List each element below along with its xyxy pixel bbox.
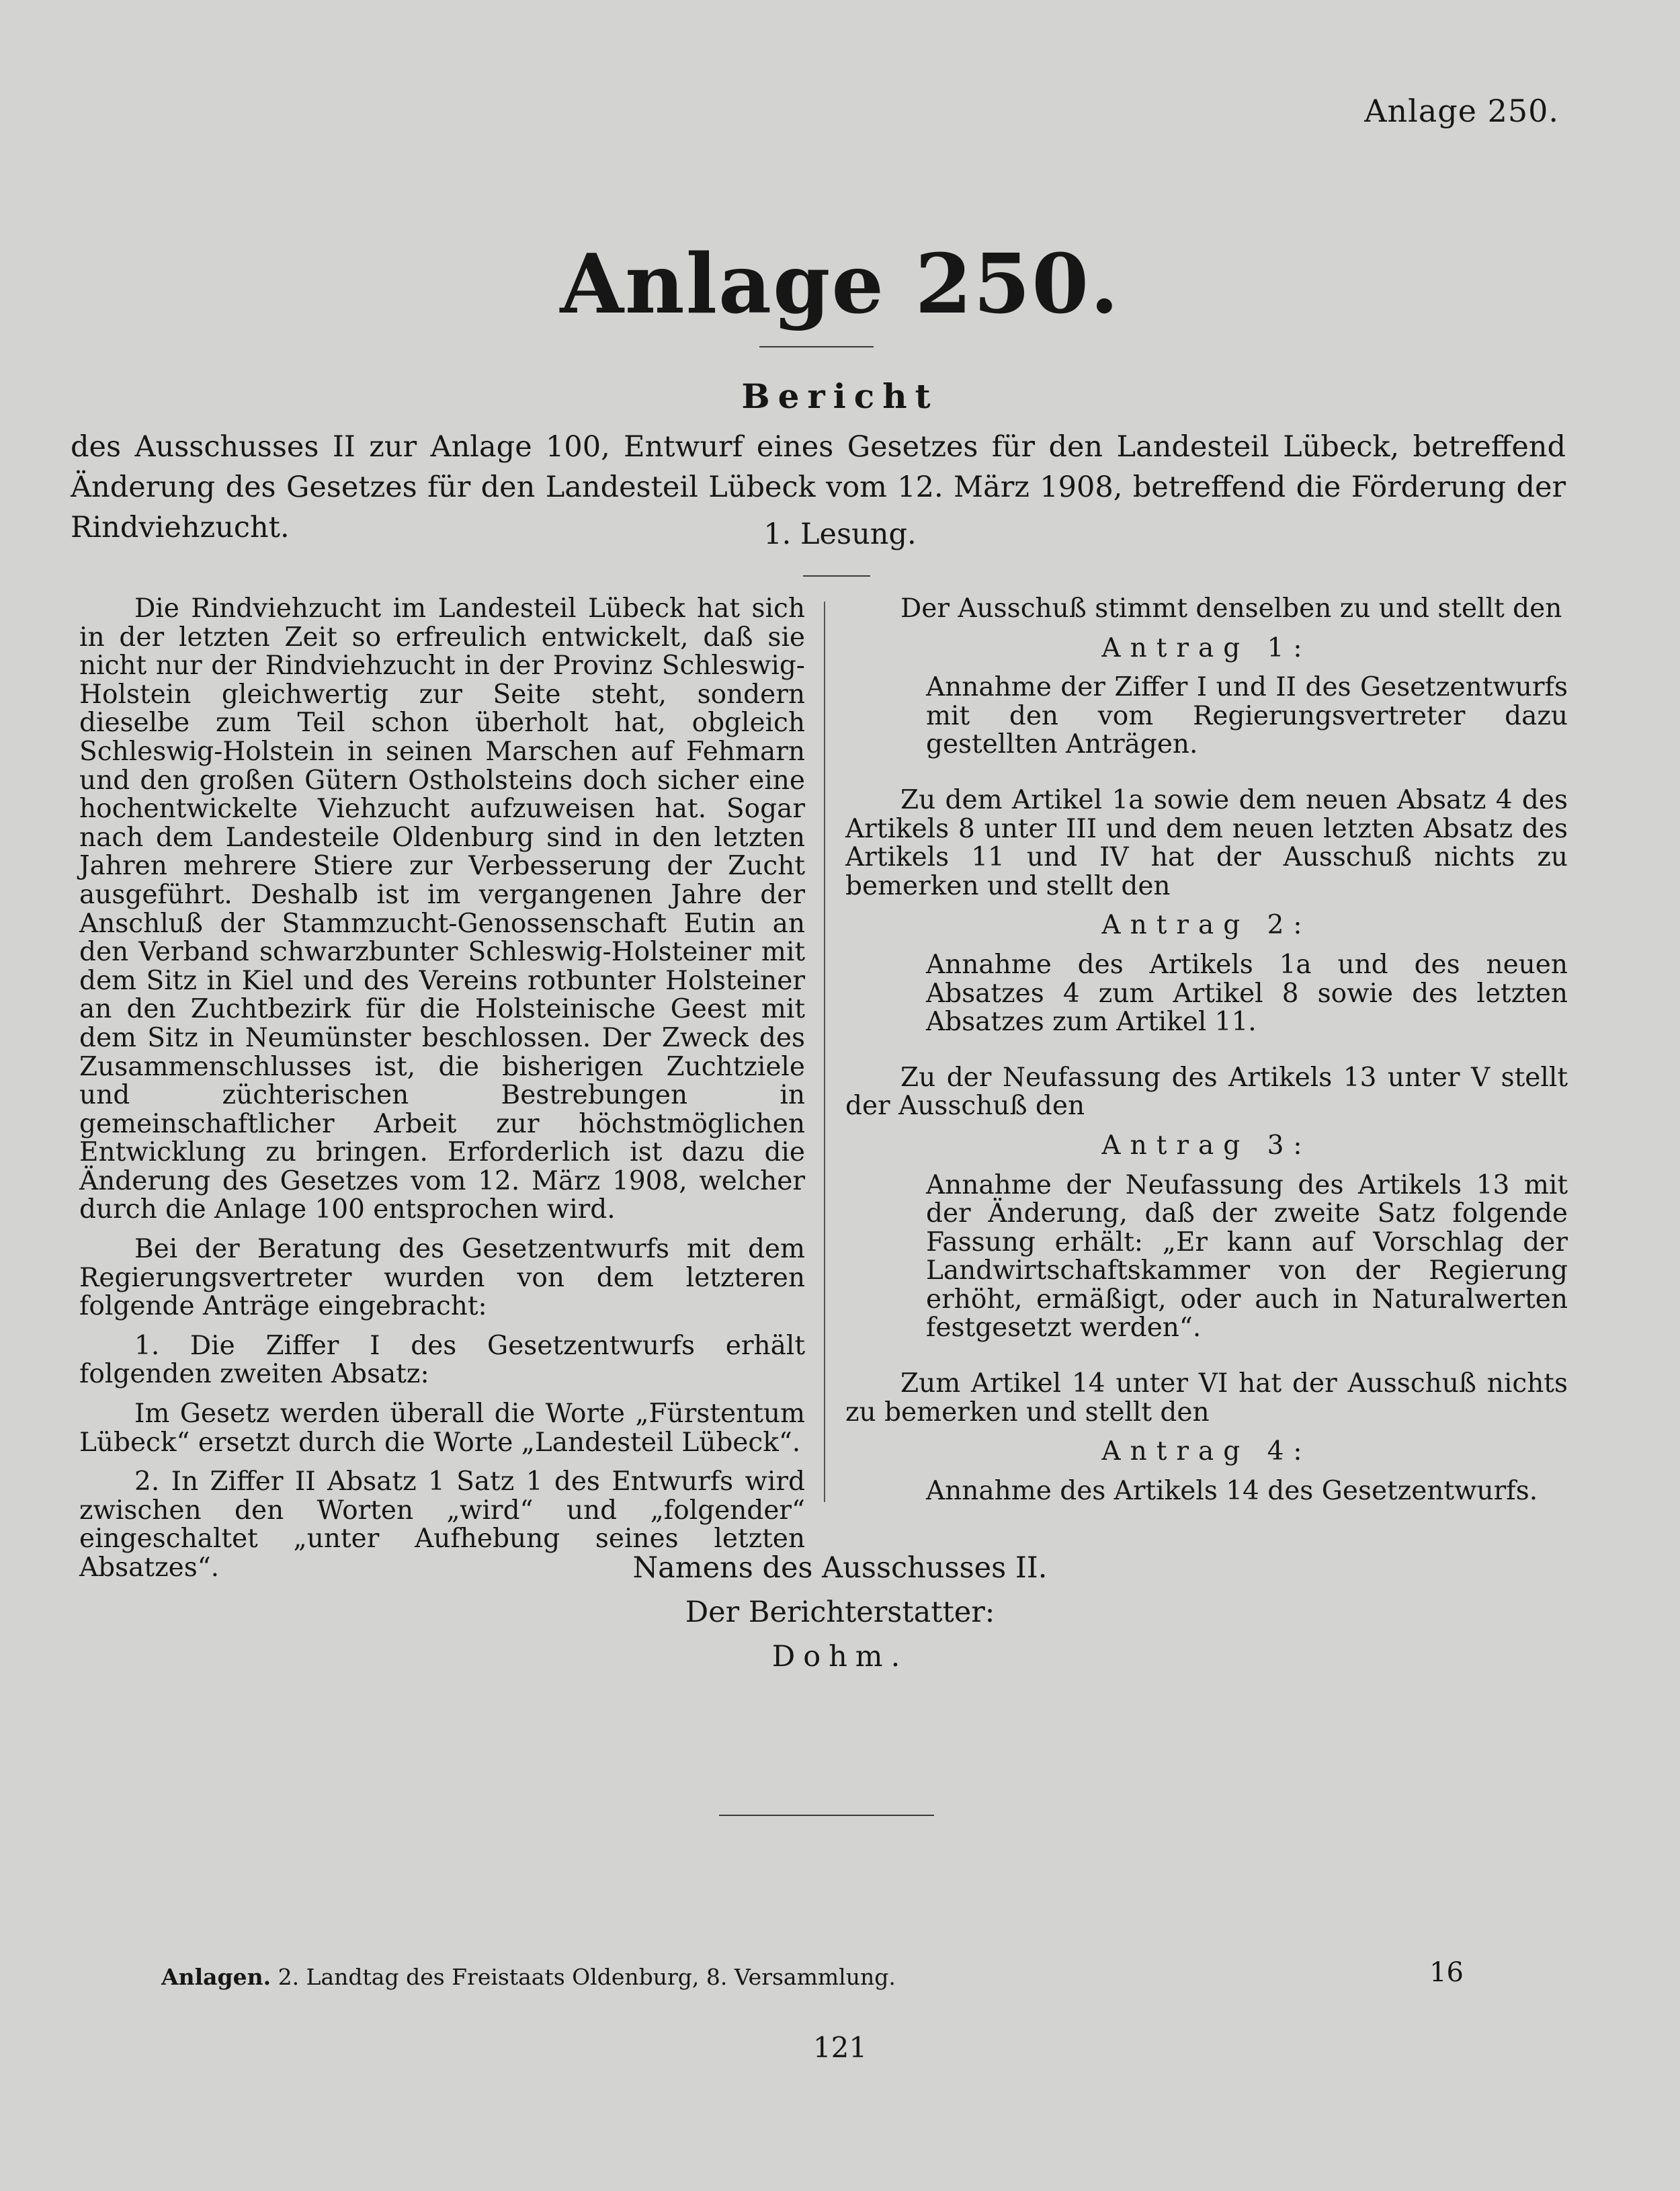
title-rule <box>759 346 874 347</box>
paragraph: Der Ausschuß stimmt denselben zu und stellt den <box>900 593 1562 624</box>
paragraph: Bei der Beratung des Gesetzentwurfs mit dem Regierungsvertreter wurden von dem letzteren folgende Anträge eingebracht: <box>79 1234 805 1322</box>
footer-imprint <box>161 1964 896 1990</box>
page-title: Anlage 250. <box>560 235 1120 332</box>
motion-text: Annahme des Artikels 14 des Gesetzentwurfs. <box>926 1475 1538 1506</box>
column-divider <box>824 602 825 1502</box>
signature-committee: Namens des Ausschusses II. <box>632 1551 1048 1585</box>
report-subtitle: des Ausschusses II zur Anlage 100, Entwurf eines Gesetzes für den Landesteil Lübeck, betreffend Änderung des Gesetzes für den Landesteil Lübeck vom 12. März 1908, betreffend die Förderung der Rindviehzucht. <box>71 430 1566 544</box>
running-head: Anlage 250. <box>1364 93 1559 129</box>
motion-heading: Antrag 2: <box>1101 910 1312 941</box>
footer-text: 2. Landtag des Freistaats Oldenburg, 8. Versammlung. <box>278 1964 896 1990</box>
left-column <box>79 595 805 1583</box>
right-column <box>845 595 1568 1505</box>
motion-heading: Antrag 1: <box>1101 632 1312 663</box>
paragraph: Die Rindviehzucht im Landesteil Lübeck hat sich in der letzten Zeit so erfreulich entwickelt, daß sie nicht nur der Rindviehzucht in der Provinz Schleswig-Holstein gleichwertig zur Seite steht, sondern dieselbe zum Teil schon überholt hat, obgleich Schleswig-Holstein in seinen Marschen auf Fehmarn und den großen Gütern Ostholsteins doch sicher eine hochentwickelte Viehzucht aufzuweisen hat. Sogar nach dem Landesteile Oldenburg sind in den letzten Jahren mehrere Stiere zur Verbesserung der Zucht ausgeführt. Deshalb ist im vergangenen Jahre der Anschluß der Stammzucht-Genossenschaft Eutin an den Verband schwarzbunter Schleswig-Holsteiner mit dem Sitz in Kiel und des Vereins rotbunter Holsteiner an den Zuchtbezirk für die Holsteinische Geest mit dem Sitz in Neumünster beschlossen. Der Zweck des Zusammenschlusses ist, die bisherigen Zuchtziele und züchterischen Bestrebungen in gemeinschaftlicher Arbeit zur höchstmöglichen Entwicklung zu bringen. Erforderlich ist dazu die Änderung des Gesetzes vom 12. März 1908, welcher durch die Anlage 100 entsprochen wird. <box>79 593 805 1225</box>
closing-rule <box>719 1815 934 1816</box>
motion-heading: Antrag 3: <box>1101 1130 1312 1161</box>
signature-name: Dohm. <box>771 1640 909 1673</box>
report-heading: Bericht <box>741 376 939 416</box>
paragraph: Zum Artikel 14 unter VI hat der Ausschuß nichts zu bemerken und stellt den <box>845 1368 1568 1428</box>
list-item: 1. Die Ziffer I des Gesetzentwurfs erhält folgenden zweiten Absatz: <box>79 1330 805 1390</box>
sheet-number: 16 <box>1429 1957 1464 1988</box>
signature-role: Der Berichterstatter: <box>685 1596 995 1629</box>
motion-heading: Antrag 4: <box>1101 1436 1312 1467</box>
paragraph: Zu dem Artikel 1a sowie dem neuen Absatz 4 des Artikels 8 unter III und dem neuen letzten Absatz des Artikels 11 und IV hat der Ausschuß nichts zu bemerken und stellt den <box>845 784 1568 901</box>
reading-label: 1. Lesung. <box>763 518 917 551</box>
paragraph: Zu der Neufassung des Artikels 13 unter V stellt der Ausschuß den <box>845 1062 1568 1122</box>
signature-block <box>0 1546 1680 1679</box>
footer-label: Anlagen. <box>161 1964 271 1990</box>
motion-text: Annahme der Ziffer I und II des Gesetzentwurfs mit den vom Regierungsvertreter dazu gestellten Anträgen. <box>926 672 1568 760</box>
page-number: 121 <box>812 2031 868 2064</box>
motion-text: Annahme der Neufassung des Artikels 13 mit der Änderung, daß der zweite Satz folgende Fassung erhält: „Er kann auf Vorschlag der Landwirtschaftskammer von der Regierung erhöht, ermäßigt, oder auch in Naturalwerten festgesetzt werden“. <box>926 1169 1568 1343</box>
header-rule <box>803 575 870 577</box>
list-item: 2. In Ziffer II Absatz 1 Satz 1 des Entwurfs wird zwischen den Worten „wird“ und „folgender“ eingeschaltet „unter Aufhebung seines letzten Absatzes“. <box>79 1466 805 1583</box>
quoted-text: Im Gesetz werden überall die Worte „Fürstentum Lübeck“ ersetzt durch die Worte „Landesteil Lübeck“. <box>79 1399 805 1458</box>
motion-text: Annahme des Artikels 1a und des neuen Absatzes 4 zum Artikel 8 sowie des letzten Absatzes zum Artikel 11. <box>926 949 1568 1038</box>
